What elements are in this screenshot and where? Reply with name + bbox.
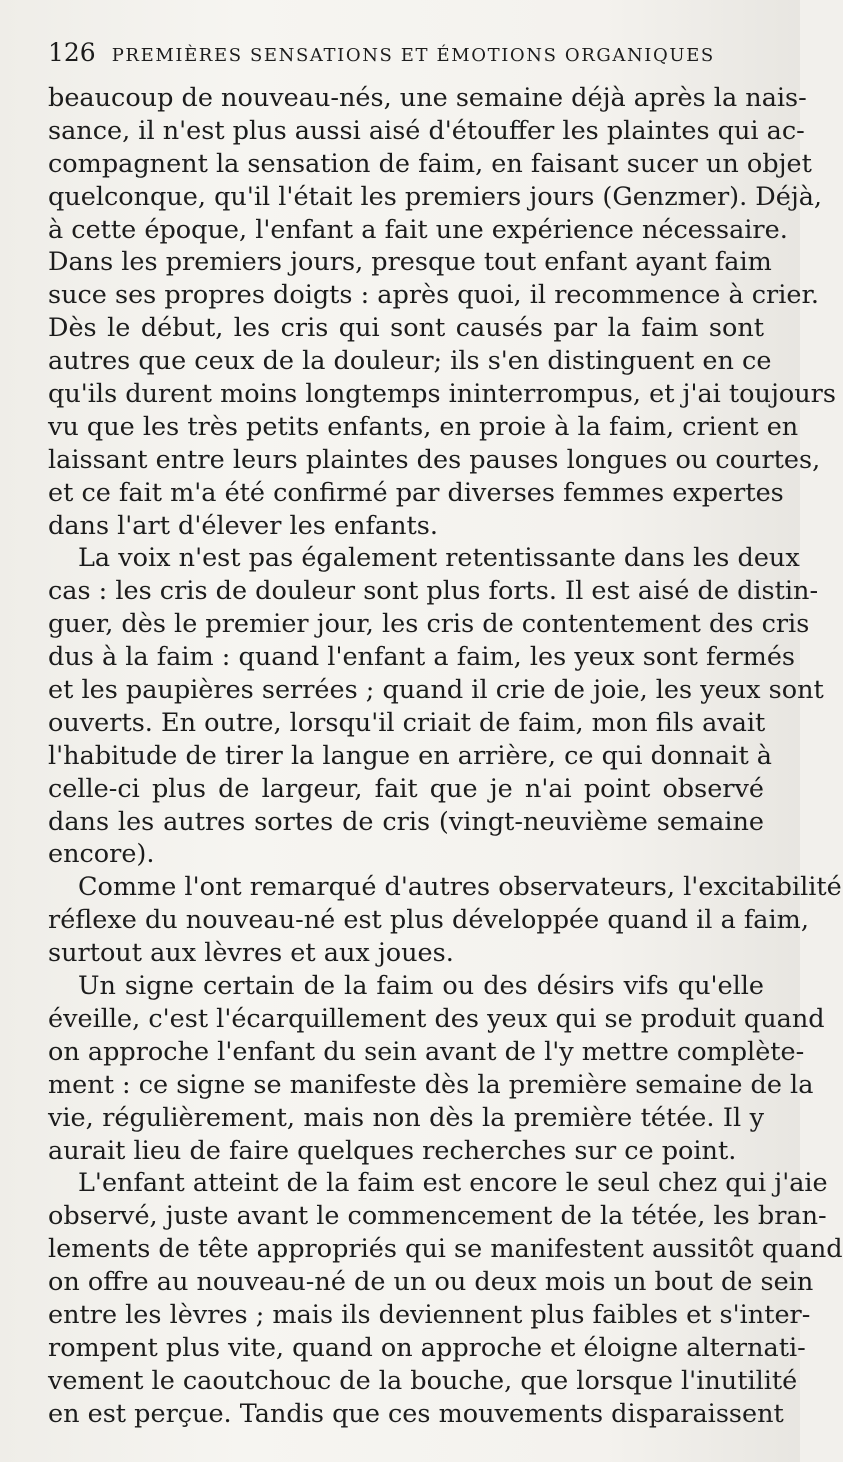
text-line: à cette époque, l'enfant a fait une expérience nécessaire.: [48, 214, 788, 245]
text-line: celle-ci plus de largeur, fait que je n'ai point observé: [48, 773, 764, 804]
text-line: encore).: [48, 839, 155, 870]
text-line: qu'ils durent moins longtemps ininterrompus, et j'ai toujours: [48, 379, 836, 410]
text-line: dans l'art d'élever les enfants.: [48, 510, 438, 541]
text-line: quelconque, qu'il l'était les premiers jours (Genzmer). Déjà,: [48, 181, 823, 212]
text-line: et ce fait m'a été confirmé par diverses femmes expertes: [48, 477, 784, 508]
text-line: en est perçue. Tandis que ces mouvements disparaissent: [48, 1398, 784, 1429]
text-line: dans les autres sortes de cris (vingt-neuvième semaine: [48, 806, 764, 837]
text-line: Comme l'ont remarqué d'autres observateurs, l'excitabilité: [78, 872, 842, 903]
text-line: cas : les cris de douleur sont plus forts. Il est aisé de distin-: [48, 576, 819, 607]
text-line: réflexe du nouveau-né est plus développée quand il a faim,: [48, 905, 809, 936]
text-line: entre les lèvres ; mais ils deviennent plus faibles et s'inter-: [48, 1299, 811, 1330]
text-line: Un signe certain de la faim ou des désirs vifs qu'elle: [78, 971, 764, 1002]
text-line: vement le caoutchouc de la bouche, que lorsque l'inutilité: [48, 1365, 798, 1396]
text-line: lements de tête appropriés qui se manifestent aussitôt quand: [48, 1234, 843, 1265]
text-line: observé, juste avant le commencement de la tétée, les bran-: [48, 1201, 827, 1232]
text-line: guer, dès le premier jour, les cris de contentement des cris: [48, 609, 810, 640]
text-line: laissant entre leurs plaintes des pauses longues ou courtes,: [48, 444, 821, 475]
text-line: aurait lieu de faire quelques recherches sur ce point.: [48, 1135, 737, 1166]
text-line: et les paupières serrées ; quand il crie de joie, les yeux sont: [48, 675, 824, 706]
text-line: La voix n'est pas également retentissante dans les deux: [78, 543, 800, 574]
text-line: beaucoup de nouveau-nés, une semaine déjà après la nais-: [48, 83, 807, 113]
text-line: suce ses propres doigts : après quoi, il recommence à crier.: [48, 280, 819, 311]
text-line: L'enfant atteint de la faim est encore le seul chez qui j'aie: [78, 1168, 828, 1199]
page-number: 126: [48, 38, 96, 67]
text-line: éveille, c'est l'écarquillement des yeux qui se produit quand: [48, 1003, 825, 1034]
text-line: dus à la faim : quand l'enfant a faim, les yeux sont fermés: [48, 642, 796, 673]
running-title: PREMIÈRES SENSATIONS ET ÉMOTIONS ORGANIQUES: [111, 45, 715, 66]
text-line: vie, régulièrement, mais non dès la première tétée. Il y: [48, 1102, 764, 1133]
text-line: ment : ce signe se manifeste dès la première semaine de la: [48, 1069, 814, 1100]
text-line: on approche l'enfant du sein avant de l'y mettre complète-: [48, 1036, 805, 1067]
text-line: sance, il n'est plus aussi aisé d'étouffer les plaintes qui ac-: [48, 115, 805, 146]
text-line: Dans les premiers jours, presque tout enfant ayant faim: [48, 247, 772, 278]
text-line: vu que les très petits enfants, en proie à la faim, crient en: [48, 411, 799, 442]
running-head: [48, 38, 764, 82]
text-line: on offre au nouveau-né de un ou deux mois un bout de sein: [48, 1267, 814, 1298]
text-line: rompent plus vite, quand on approche et éloigne alternati-: [48, 1332, 806, 1363]
text-line: compagnent la sensation de faim, en faisant sucer un objet: [48, 148, 812, 179]
text-line: Dès le début, les cris qui sont causés par la faim sont: [48, 313, 764, 344]
body-text: [48, 82, 843, 1431]
text-line: surtout aux lèvres et aux joues.: [48, 938, 454, 969]
text-line: autres que ceux de la douleur; ils s'en distinguent en ce: [48, 346, 772, 377]
text-line: l'habitude de tirer la langue en arrière, ce qui donnait à: [48, 740, 773, 771]
text-line: ouverts. En outre, lorsqu'il criait de faim, mon fils avait: [48, 707, 766, 738]
